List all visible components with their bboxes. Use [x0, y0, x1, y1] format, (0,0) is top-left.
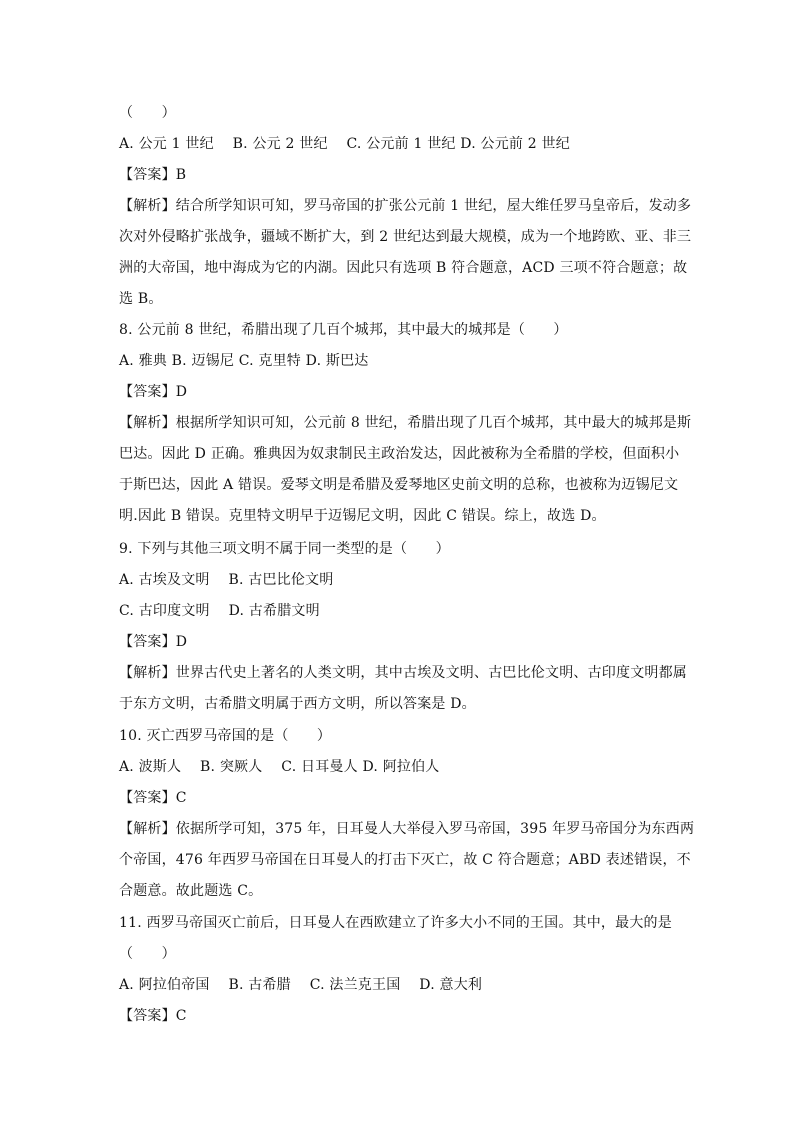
q9-analysis-line-2: 于东方文明，古希腊文明属于西方文明，所以答案是 D。 — [119, 696, 476, 712]
q9-options-line-1: A. 古埃及文明 B. 古巴比伦文明 — [119, 572, 334, 588]
q10-analysis-line-3: 合题意。故此题选 C。 — [119, 883, 263, 899]
q7-analysis-line-3: 洲的大帝国，地中海成为它的内湖。因此只有选项 B 符合题意，ACD 三项不符合题意；故 — [119, 260, 688, 276]
q7-answer: 【答案】B — [119, 167, 187, 183]
q11-options: A. 阿拉伯帝国 B. 古希腊 C. 法兰克王国 D. 意大利 — [119, 977, 483, 993]
q8-analysis-line-1: 【解析】根据所学知识可知，公元前 8 世纪，希腊出现了几百个城邦，其中最大的城邦是斯 — [119, 415, 692, 431]
q7-analysis-line-4: 选 B。 — [119, 291, 163, 307]
q7-options: A. 公元 1 世纪 B. 公元 2 世纪 C. 公元前 1 世纪 D. 公元前 2 世纪 — [119, 136, 570, 152]
q10-question: 10. 灭亡西罗马帝国的是（ ） — [119, 728, 332, 744]
q8-analysis-line-4: 明.因此 B 错误。克里特文明早于迈锡尼文明，因此 C 错误。综上，故选 D。 — [119, 508, 606, 524]
q10-analysis-line-2: 个帝国，476 年西罗马帝国在日耳曼人的打击下灭亡，故 C 符合题意；ABD 表述错误，不 — [119, 852, 691, 868]
q10-answer: 【答案】C — [119, 790, 187, 806]
q9-answer: 【答案】D — [119, 634, 188, 650]
q11-question-line-2: （ ） — [119, 946, 176, 962]
q10-options: A. 波斯人 B. 突厥人 C. 日耳曼人 D. 阿拉伯人 — [119, 759, 440, 775]
q9-question: 9. 下列与其他三项文明不属于同一类型的是（ ） — [119, 541, 450, 557]
q10-analysis-line-1: 【解析】依据所学可知，375 年，日耳曼人大举侵入罗马帝国，395 年罗马帝国分为东西两 — [119, 821, 695, 837]
q8-answer: 【答案】D — [119, 384, 188, 400]
q7-analysis-line-2: 次对外侵略扩张战争，疆域不断扩大，到 2 世纪达到最大规模，成为一个地跨欧、亚、非三 — [119, 229, 692, 245]
q11-answer: 【答案】C — [119, 1008, 187, 1024]
q9-options-line-2: C. 古印度文明 D. 古希腊文明 — [119, 603, 320, 619]
q7-analysis-line-1: 【解析】结合所学知识可知，罗马帝国的扩张公元前 1 世纪，屋大维任罗马皇帝后，发动多 — [119, 198, 692, 214]
q8-options: A. 雅典 B. 迈锡尼 C. 克里特 D. 斯巴达 — [119, 353, 369, 369]
q8-analysis-line-3: 于斯巴达，因此 A 错误。爱琴文明是希腊及爱琴地区史前文明的总称，也被称为迈锡尼文 — [119, 477, 679, 493]
q8-question: 8. 公元前 8 世纪，希腊出现了几百个城邦，其中最大的城邦是（ ） — [119, 322, 568, 338]
q11-question-line-1: 11. 西罗马帝国灭亡前后，日耳曼人在西欧建立了许多大小不同的王国。其中，最大的是 — [119, 915, 672, 931]
q7-blank-bracket: （ ） — [119, 105, 176, 121]
q8-analysis-line-2: 巴达。因此 D 正确。雅典因为奴隶制民主政治发达，因此被称为全希腊的学校，但面积小 — [119, 446, 680, 462]
q9-analysis-line-1: 【解析】世界古代史上著名的人类文明，其中古埃及文明、古巴比伦文明、古印度文明都属 — [119, 665, 687, 681]
